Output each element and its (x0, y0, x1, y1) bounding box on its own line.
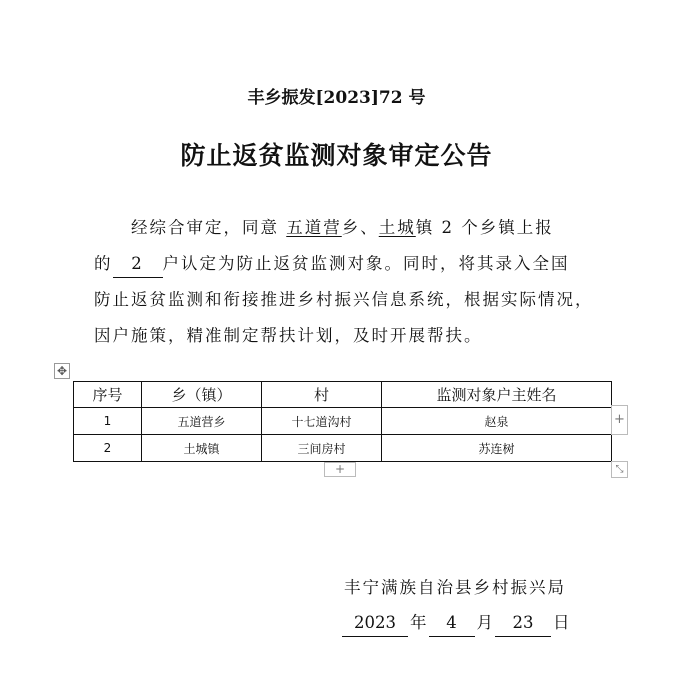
paragraph-line-4: 因户施策，精准制定帮扶计划，及时开展帮扶。 (94, 326, 483, 345)
header-householder: 监测对象户主姓名 (382, 382, 612, 408)
issuer-name: 丰宁满族自治县乡村振兴局 (344, 578, 566, 597)
cell-householder: 苏连树 (382, 435, 612, 462)
paragraph-text: 户认定为防止返贫监测对象。同时，将其录入全国 (162, 254, 570, 273)
paragraph-line-1 (94, 210, 614, 246)
document-number: 丰乡振发[2023]72 号 (247, 88, 426, 108)
cell-village: 十七道沟村 (262, 408, 382, 435)
document-title: 防止返贫监测对象审定公告 (180, 141, 493, 170)
table-row (74, 408, 612, 435)
date-year-unit: 年 (410, 613, 427, 632)
announcement-paragraph (94, 210, 614, 354)
town-name-1: 五道营 (286, 218, 342, 237)
table-resize-icon[interactable]: ⤡ (611, 461, 628, 478)
header-village: 村 (262, 382, 382, 408)
issue-date (342, 609, 572, 637)
cell-householder: 赵泉 (382, 408, 612, 435)
table-header-row (74, 382, 612, 408)
cell-village: 三间房村 (262, 435, 382, 462)
cell-township: 五道营乡 (142, 408, 262, 435)
cell-township: 土城镇 (142, 435, 262, 462)
paragraph-line-2 (94, 246, 614, 282)
town-name-2: 土城 (378, 218, 416, 237)
date-year: 2023 (342, 610, 408, 637)
paragraph-line-3: 防止返贫监测和衔接推进乡村振兴信息系统，根据实际情况， (94, 290, 594, 309)
add-row-button[interactable]: + (324, 462, 356, 477)
household-count: 2 (113, 251, 163, 278)
paragraph-text: 镇 2 个乡镇上报 (415, 218, 554, 237)
paragraph-text: 乡、 (341, 218, 379, 237)
monitoring-table (73, 381, 612, 462)
cell-serial: 2 (74, 435, 142, 462)
date-month-unit: 月 (476, 613, 493, 632)
cell-serial: 1 (74, 408, 142, 435)
header-township: 乡（镇） (142, 382, 262, 408)
date-day: 23 (495, 610, 551, 637)
header-serial: 序号 (74, 382, 142, 408)
add-column-button[interactable]: + (611, 405, 628, 435)
paragraph-text: 的 (94, 254, 113, 273)
date-month: 4 (429, 610, 475, 637)
table-move-handle-icon[interactable]: ✥ (54, 363, 70, 379)
table-row (74, 435, 612, 462)
date-day-unit: 日 (553, 613, 570, 632)
paragraph-text: 经综合审定，同意 (131, 218, 287, 237)
